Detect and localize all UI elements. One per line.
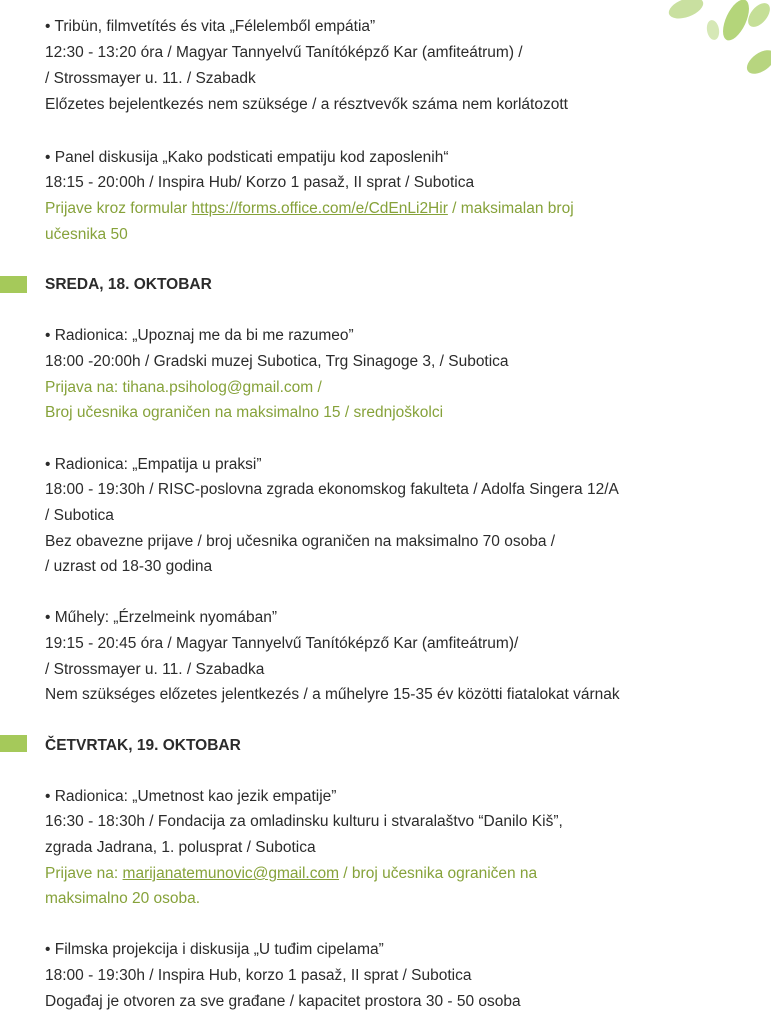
event-title: • Radionica: „Umetnost kao jezik empatije” (45, 788, 337, 805)
event-title: • Radionica: „Upoznaj me da bi me razumeo” (45, 327, 354, 344)
event-registration-info (45, 199, 574, 219)
event-address: / Subotica (45, 507, 114, 524)
event-title: • Műhely: „Érzelmeink nyomában” (45, 609, 277, 626)
event-registration-info (45, 864, 537, 884)
day-marker-bar (0, 735, 27, 752)
event-registration-info: Događaj je otvoren za sve građane / kapacitet prostora 30 - 50 osoba (45, 993, 521, 1010)
event-time-location: 12:30 - 13:20 óra / Magyar Tannyelvű Tanítóképző Kar (amfiteátrum) / (45, 44, 523, 61)
event-registration-info: Prijava na: tihana.psiholog@gmail.com / (45, 379, 322, 396)
event-registration-info: Nem szükséges előzetes jelentkezés / a műhelyre 15-35 év közötti fiatalokat várnak (45, 686, 620, 703)
event-title: • Filmska projekcija i diskusija „U tuđim cipelama” (45, 941, 384, 958)
event-time-location: 18:15 - 20:00h / Inspira Hub/ Korzo 1 pasaž, II sprat / Subotica (45, 174, 475, 191)
event-registration-info: Bez obavezne prijave / broj učesnika ograničen na maksimalno 70 osoba / (45, 533, 556, 550)
event-title: • Radionica: „Empatija u praksi” (45, 456, 262, 473)
event-address: zgrada Jadrana, 1. polusprat / Subotica (45, 839, 316, 856)
registration-text: Prijave na: (45, 865, 123, 882)
day-marker-bar (0, 276, 27, 293)
day-heading: ČETVRTAK, 19. OKTOBAR (45, 737, 241, 754)
event-time-location: 18:00 -20:00h / Gradski muzej Subotica, Trg Sinagoge 3, / Subotica (45, 353, 509, 370)
leaf-icon (641, 0, 771, 80)
registration-email-link[interactable]: marijanatemunovic@gmail.com (122, 865, 339, 882)
event-capacity: učesnika 50 (45, 226, 128, 243)
registration-text: Prijave kroz formular (45, 200, 192, 217)
event-time-location: 18:00 - 19:30h / RISC-poslovna zgrada ekonomskog fakulteta / Adolfa Singera 12/A (45, 481, 619, 498)
day-heading: SREDA, 18. OKTOBAR (45, 276, 212, 293)
event-time-location: 19:15 - 20:45 óra / Magyar Tannyelvű Tanítóképző Kar (amfiteátrum)/ (45, 635, 519, 652)
event-age-info: / uzrast od 18-30 godina (45, 558, 213, 575)
event-title: • Panel diskusija „Kako podsticati empatiju kod zaposlenih“ (45, 149, 449, 166)
event-time-location: 16:30 - 18:30h / Fondacija za omladinsku kulturu i stvaralaštvo “Danilo Kiš”, (45, 813, 563, 830)
event-capacity: Broj učesnika ograničen na maksimalno 15 / srednjoškolci (45, 404, 444, 421)
event-title: • Tribün, filmvetítés és vita „Félelemből empátia” (45, 18, 376, 35)
registration-text: / maksimalan broj (447, 200, 574, 217)
event-time-location: 18:00 - 19:30h / Inspira Hub, korzo 1 pasaž, II sprat / Subotica (45, 967, 472, 984)
event-address: / Strossmayer u. 11. / Szabadk (45, 70, 256, 87)
event-registration-info: Előzetes bejelentkezés nem szüksége / a résztvevők száma nem korlátozott (45, 96, 568, 113)
event-address: / Strossmayer u. 11. / Szabadka (45, 661, 265, 678)
event-capacity: maksimalno 20 osoba. (45, 890, 201, 907)
registration-text: / broj učesnika ograničen na (339, 865, 538, 882)
registration-form-link[interactable]: https://forms.office.com/e/CdEnLi2Hir (191, 200, 448, 217)
